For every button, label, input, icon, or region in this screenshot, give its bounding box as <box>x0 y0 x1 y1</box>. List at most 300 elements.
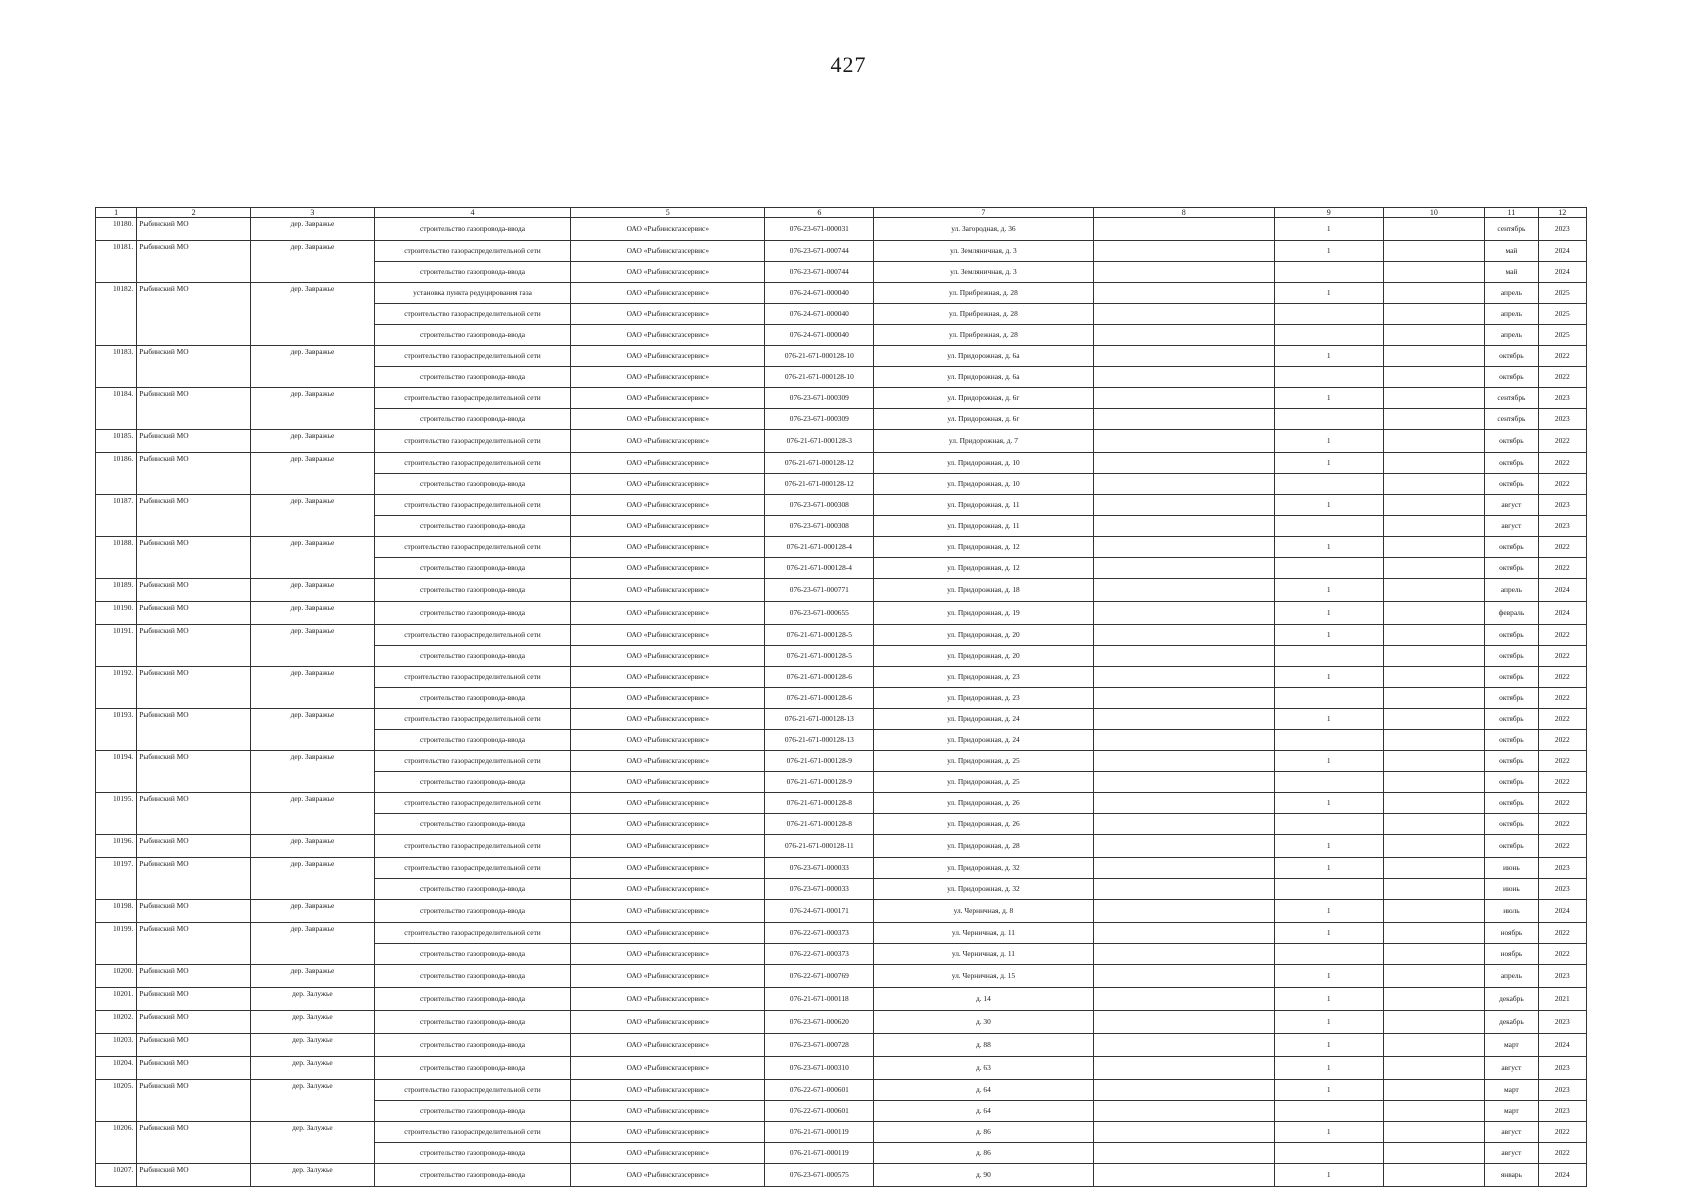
municipality-cell: Рыбинский МО <box>137 667 251 709</box>
column-10-cell <box>1383 879 1485 900</box>
work-type-cell: строительство газопровода-ввода <box>374 1101 570 1122</box>
column-number: 7 <box>874 208 1093 218</box>
address-cell: ул. Прибрежная, д. 28 <box>874 304 1093 325</box>
column-8-cell <box>1093 688 1274 709</box>
column-10-cell <box>1383 430 1485 453</box>
record-number: 10195. <box>96 793 137 835</box>
column-8-cell <box>1093 346 1274 367</box>
year-cell: 2022 <box>1538 430 1586 453</box>
column-10-cell <box>1383 218 1485 241</box>
column-8-cell <box>1093 325 1274 346</box>
address-cell: ул. Придорожная, д. 10 <box>874 453 1093 474</box>
year-cell: 2023 <box>1538 1057 1586 1080</box>
column-8-cell <box>1093 537 1274 558</box>
work-type-cell: строительство газораспределительной сети <box>374 241 570 262</box>
settlement-cell: дер. Завражье <box>251 537 375 579</box>
month-cell: декабрь <box>1485 988 1538 1011</box>
address-cell: ул. Придорожная, д. 26 <box>874 814 1093 835</box>
organization-cell: ОАО «Рыбинскгазсервис» <box>571 667 765 688</box>
work-type-cell: строительство газопровода-ввода <box>374 325 570 346</box>
contract-code-cell: 076-24-671-000040 <box>765 325 874 346</box>
municipality-cell: Рыбинский МО <box>137 1080 251 1122</box>
work-type-cell: строительство газопровода-ввода <box>374 218 570 241</box>
column-8-cell <box>1093 646 1274 667</box>
record-number: 10194. <box>96 751 137 793</box>
contract-code-cell: 076-23-671-000310 <box>765 1057 874 1080</box>
address-cell: ул. Придорожная, д. 11 <box>874 495 1093 516</box>
record-number: 10192. <box>96 667 137 709</box>
quantity-cell <box>1274 772 1383 793</box>
column-10-cell <box>1383 814 1485 835</box>
settlement-cell: дер. Завражье <box>251 793 375 835</box>
settlement-cell: дер. Завражье <box>251 602 375 625</box>
quantity-cell <box>1274 558 1383 579</box>
column-number: 3 <box>251 208 375 218</box>
month-cell: август <box>1485 1122 1538 1143</box>
settlement-cell: дер. Залужье <box>251 1164 375 1187</box>
column-10-cell <box>1383 283 1485 304</box>
address-cell: ул. Черничная, д. 8 <box>874 900 1093 923</box>
contract-code-cell: 076-22-671-000373 <box>765 944 874 965</box>
year-cell: 2022 <box>1538 835 1586 858</box>
month-cell: декабрь <box>1485 1011 1538 1034</box>
contract-code-cell: 076-21-671-000128-4 <box>765 537 874 558</box>
column-8-cell <box>1093 1057 1274 1080</box>
settlement-cell: дер. Завражье <box>251 495 375 537</box>
column-8-cell <box>1093 283 1274 304</box>
month-cell: август <box>1485 1057 1538 1080</box>
gasification-register-table <box>95 207 1587 1187</box>
municipality-cell: Рыбинский МО <box>137 988 251 1011</box>
column-8-cell <box>1093 218 1274 241</box>
address-cell: ул. Загородная, д. 36 <box>874 218 1093 241</box>
column-10-cell <box>1383 988 1485 1011</box>
year-cell: 2022 <box>1538 667 1586 688</box>
table-row <box>96 602 1587 625</box>
month-cell: май <box>1485 262 1538 283</box>
address-cell: ул. Черничная, д. 15 <box>874 965 1093 988</box>
work-type-cell: строительство газопровода-ввода <box>374 558 570 579</box>
record-number: 10188. <box>96 537 137 579</box>
month-cell: октябрь <box>1485 346 1538 367</box>
month-cell: август <box>1485 1143 1538 1164</box>
column-10-cell <box>1383 1122 1485 1143</box>
column-8-cell <box>1093 304 1274 325</box>
contract-code-cell: 076-21-671-000128-13 <box>765 730 874 751</box>
record-number: 10183. <box>96 346 137 388</box>
month-cell: июнь <box>1485 879 1538 900</box>
organization-cell: ОАО «Рыбинскгазсервис» <box>571 900 765 923</box>
address-cell: д. 64 <box>874 1080 1093 1101</box>
month-cell: октябрь <box>1485 751 1538 772</box>
year-cell: 2024 <box>1538 241 1586 262</box>
contract-code-cell: 076-23-671-000771 <box>765 579 874 602</box>
address-cell: ул. Придорожная, д. 19 <box>874 602 1093 625</box>
organization-cell: ОАО «Рыбинскгазсервис» <box>571 688 765 709</box>
table-row <box>96 430 1587 453</box>
year-cell: 2022 <box>1538 625 1586 646</box>
organization-cell: ОАО «Рыбинскгазсервис» <box>571 474 765 495</box>
table-row <box>96 900 1587 923</box>
work-type-cell: строительство газопровода-ввода <box>374 688 570 709</box>
organization-cell: ОАО «Рыбинскгазсервис» <box>571 751 765 772</box>
work-type-cell: строительство газопровода-ввода <box>374 772 570 793</box>
organization-cell: ОАО «Рыбинскгазсервис» <box>571 346 765 367</box>
organization-cell: ОАО «Рыбинскгазсервис» <box>571 241 765 262</box>
work-type-cell: строительство газопровода-ввода <box>374 1034 570 1057</box>
municipality-cell: Рыбинский МО <box>137 430 251 453</box>
work-type-cell: строительство газопровода-ввода <box>374 1011 570 1034</box>
work-type-cell: строительство газораспределительной сети <box>374 1122 570 1143</box>
contract-code-cell: 076-23-671-000575 <box>765 1164 874 1187</box>
settlement-cell: дер. Залужье <box>251 1057 375 1080</box>
address-cell: ул. Черничная, д. 11 <box>874 944 1093 965</box>
address-cell: ул. Придорожная, д. 6г <box>874 388 1093 409</box>
contract-code-cell: 076-23-671-000031 <box>765 218 874 241</box>
column-8-cell <box>1093 1143 1274 1164</box>
column-number: 12 <box>1538 208 1586 218</box>
quantity-cell: 1 <box>1274 1122 1383 1143</box>
address-cell: ул. Придорожная, д. 12 <box>874 558 1093 579</box>
contract-code-cell: 076-21-671-000128-12 <box>765 474 874 495</box>
column-8-cell <box>1093 558 1274 579</box>
settlement-cell: дер. Завражье <box>251 388 375 430</box>
column-number: 11 <box>1485 208 1538 218</box>
contract-code-cell: 076-21-671-000128-8 <box>765 814 874 835</box>
table-row <box>96 1057 1587 1080</box>
work-type-cell: строительство газораспределительной сети <box>374 1080 570 1101</box>
work-type-cell: строительство газопровода-ввода <box>374 879 570 900</box>
settlement-cell: дер. Завражье <box>251 346 375 388</box>
address-cell: ул. Придорожная, д. 10 <box>874 474 1093 495</box>
column-10-cell <box>1383 923 1485 944</box>
quantity-cell: 1 <box>1274 835 1383 858</box>
quantity-cell: 1 <box>1274 388 1383 409</box>
quantity-cell <box>1274 409 1383 430</box>
column-10-cell <box>1383 793 1485 814</box>
column-8-cell <box>1093 1011 1274 1034</box>
month-cell: апрель <box>1485 283 1538 304</box>
column-8-cell <box>1093 625 1274 646</box>
column-8-cell <box>1093 923 1274 944</box>
address-cell: ул. Придорожная, д. 25 <box>874 751 1093 772</box>
organization-cell: ОАО «Рыбинскгазсервис» <box>571 579 765 602</box>
municipality-cell: Рыбинский МО <box>137 241 251 283</box>
contract-code-cell: 076-21-671-000128-6 <box>765 667 874 688</box>
settlement-cell: дер. Завражье <box>251 667 375 709</box>
month-cell: май <box>1485 241 1538 262</box>
work-type-cell: строительство газопровода-ввода <box>374 579 570 602</box>
contract-code-cell: 076-23-671-000308 <box>765 495 874 516</box>
contract-code-cell: 076-24-671-000040 <box>765 283 874 304</box>
municipality-cell: Рыбинский МО <box>137 900 251 923</box>
settlement-cell: дер. Завражье <box>251 923 375 965</box>
month-cell: июнь <box>1485 858 1538 879</box>
month-cell: октябрь <box>1485 537 1538 558</box>
organization-cell: ОАО «Рыбинскгазсервис» <box>571 646 765 667</box>
settlement-cell: дер. Завражье <box>251 453 375 495</box>
work-type-cell: строительство газораспределительной сети <box>374 793 570 814</box>
column-10-cell <box>1383 646 1485 667</box>
record-number: 10198. <box>96 900 137 923</box>
record-number: 10196. <box>96 835 137 858</box>
contract-code-cell: 076-23-671-000620 <box>765 1011 874 1034</box>
address-cell: д. 86 <box>874 1122 1093 1143</box>
contract-code-cell: 076-21-671-000128-4 <box>765 558 874 579</box>
settlement-cell: дер. Завражье <box>251 241 375 283</box>
organization-cell: ОАО «Рыбинскгазсервис» <box>571 1101 765 1122</box>
month-cell: октябрь <box>1485 453 1538 474</box>
contract-code-cell: 076-21-671-000128-13 <box>765 709 874 730</box>
column-8-cell <box>1093 988 1274 1011</box>
month-cell: октябрь <box>1485 558 1538 579</box>
contract-code-cell: 076-21-671-000128-10 <box>765 367 874 388</box>
year-cell: 2022 <box>1538 646 1586 667</box>
settlement-cell: дер. Залужье <box>251 988 375 1011</box>
month-cell: март <box>1485 1101 1538 1122</box>
organization-cell: ОАО «Рыбинскгазсервис» <box>571 367 765 388</box>
organization-cell: ОАО «Рыбинскгазсервис» <box>571 1011 765 1034</box>
year-cell: 2022 <box>1538 944 1586 965</box>
contract-code-cell: 076-22-671-000601 <box>765 1101 874 1122</box>
column-number: 10 <box>1383 208 1485 218</box>
organization-cell: ОАО «Рыбинскгазсервис» <box>571 325 765 346</box>
month-cell: октябрь <box>1485 367 1538 388</box>
column-10-cell <box>1383 944 1485 965</box>
address-cell: ул. Придорожная, д. 24 <box>874 709 1093 730</box>
municipality-cell: Рыбинский МО <box>137 453 251 495</box>
column-8-cell <box>1093 579 1274 602</box>
column-8-cell <box>1093 516 1274 537</box>
work-type-cell: строительство газораспределительной сети <box>374 751 570 772</box>
table-row <box>96 283 1587 304</box>
quantity-cell: 1 <box>1274 667 1383 688</box>
column-8-cell <box>1093 241 1274 262</box>
year-cell: 2023 <box>1538 858 1586 879</box>
column-10-cell <box>1383 835 1485 858</box>
address-cell: ул. Придорожная, д. 26 <box>874 793 1093 814</box>
month-cell: ноябрь <box>1485 923 1538 944</box>
contract-code-cell: 076-22-671-000373 <box>765 923 874 944</box>
column-10-cell <box>1383 730 1485 751</box>
organization-cell: ОАО «Рыбинскгазсервис» <box>571 858 765 879</box>
quantity-cell <box>1274 516 1383 537</box>
municipality-cell: Рыбинский МО <box>137 1034 251 1057</box>
work-type-cell: строительство газопровода-ввода <box>374 602 570 625</box>
address-cell: д. 14 <box>874 988 1093 1011</box>
year-cell: 2022 <box>1538 537 1586 558</box>
column-8-cell <box>1093 858 1274 879</box>
column-10-cell <box>1383 241 1485 262</box>
address-cell: ул. Земляничная, д. 3 <box>874 262 1093 283</box>
municipality-cell: Рыбинский МО <box>137 858 251 900</box>
settlement-cell: дер. Завражье <box>251 858 375 900</box>
year-cell: 2023 <box>1538 965 1586 988</box>
contract-code-cell: 076-23-671-000309 <box>765 409 874 430</box>
work-type-cell: строительство газопровода-ввода <box>374 965 570 988</box>
organization-cell: ОАО «Рыбинскгазсервис» <box>571 304 765 325</box>
address-cell: ул. Придорожная, д. 18 <box>874 579 1093 602</box>
contract-code-cell: 076-23-671-000033 <box>765 879 874 900</box>
address-cell: ул. Придорожная, д. 20 <box>874 646 1093 667</box>
organization-cell: ОАО «Рыбинскгазсервис» <box>571 516 765 537</box>
organization-cell: ОАО «Рыбинскгазсервис» <box>571 388 765 409</box>
address-cell: ул. Придорожная, д. 25 <box>874 772 1093 793</box>
month-cell: март <box>1485 1080 1538 1101</box>
record-number: 10181. <box>96 241 137 283</box>
settlement-cell: дер. Завражье <box>251 709 375 751</box>
address-cell: д. 90 <box>874 1164 1093 1187</box>
column-number: 8 <box>1093 208 1274 218</box>
municipality-cell: Рыбинский МО <box>137 388 251 430</box>
quantity-cell <box>1274 474 1383 495</box>
table-row <box>96 965 1587 988</box>
column-10-cell <box>1383 579 1485 602</box>
quantity-cell: 1 <box>1274 1057 1383 1080</box>
year-cell: 2023 <box>1538 879 1586 900</box>
month-cell: сентябрь <box>1485 409 1538 430</box>
organization-cell: ОАО «Рыбинскгазсервис» <box>571 1164 765 1187</box>
column-8-cell <box>1093 879 1274 900</box>
year-cell: 2022 <box>1538 688 1586 709</box>
quantity-cell: 1 <box>1274 793 1383 814</box>
organization-cell: ОАО «Рыбинскгазсервис» <box>571 814 765 835</box>
month-cell: февраль <box>1485 602 1538 625</box>
organization-cell: ОАО «Рыбинскгазсервис» <box>571 835 765 858</box>
quantity-cell: 1 <box>1274 709 1383 730</box>
table-row <box>96 241 1587 262</box>
municipality-cell: Рыбинский МО <box>137 835 251 858</box>
organization-cell: ОАО «Рыбинскгазсервис» <box>571 602 765 625</box>
year-cell: 2024 <box>1538 579 1586 602</box>
record-number: 10199. <box>96 923 137 965</box>
column-8-cell <box>1093 388 1274 409</box>
table-row <box>96 835 1587 858</box>
month-cell: апрель <box>1485 325 1538 346</box>
column-8-cell <box>1093 835 1274 858</box>
year-cell: 2025 <box>1538 304 1586 325</box>
table-row <box>96 667 1587 688</box>
contract-code-cell: 076-21-671-000128-9 <box>765 751 874 772</box>
organization-cell: ОАО «Рыбинскгазсервис» <box>571 1080 765 1101</box>
municipality-cell: Рыбинский МО <box>137 602 251 625</box>
work-type-cell: строительство газопровода-ввода <box>374 814 570 835</box>
municipality-cell: Рыбинский МО <box>137 793 251 835</box>
month-cell: октябрь <box>1485 814 1538 835</box>
quantity-cell: 1 <box>1274 858 1383 879</box>
contract-code-cell: 076-21-671-000128-3 <box>765 430 874 453</box>
contract-code-cell: 076-21-671-000128-11 <box>765 835 874 858</box>
table-row <box>96 858 1587 879</box>
year-cell: 2022 <box>1538 923 1586 944</box>
record-number: 10205. <box>96 1080 137 1122</box>
column-number: 4 <box>374 208 570 218</box>
address-cell: ул. Придорожная, д. 23 <box>874 667 1093 688</box>
municipality-cell: Рыбинский МО <box>137 1057 251 1080</box>
record-number: 10189. <box>96 579 137 602</box>
column-8-cell <box>1093 965 1274 988</box>
month-cell: октябрь <box>1485 709 1538 730</box>
municipality-cell: Рыбинский МО <box>137 625 251 667</box>
settlement-cell: дер. Завражье <box>251 579 375 602</box>
column-8-cell <box>1093 262 1274 283</box>
work-type-cell: строительство газораспределительной сети <box>374 453 570 474</box>
month-cell: октябрь <box>1485 430 1538 453</box>
year-cell: 2022 <box>1538 814 1586 835</box>
column-10-cell <box>1383 346 1485 367</box>
year-cell: 2024 <box>1538 602 1586 625</box>
month-cell: октябрь <box>1485 793 1538 814</box>
work-type-cell: строительство газопровода-ввода <box>374 367 570 388</box>
column-8-cell <box>1093 667 1274 688</box>
column-10-cell <box>1383 1057 1485 1080</box>
contract-code-cell: 076-22-671-000769 <box>765 965 874 988</box>
table-row <box>96 1122 1587 1143</box>
municipality-cell: Рыбинский МО <box>137 283 251 346</box>
column-10-cell <box>1383 1034 1485 1057</box>
month-cell: январь <box>1485 1164 1538 1187</box>
quantity-cell: 1 <box>1274 965 1383 988</box>
table-row <box>96 923 1587 944</box>
quantity-cell: 1 <box>1274 1011 1383 1034</box>
year-cell: 2022 <box>1538 709 1586 730</box>
quantity-cell: 1 <box>1274 1034 1383 1057</box>
year-cell: 2023 <box>1538 1011 1586 1034</box>
contract-code-cell: 076-23-671-000033 <box>765 858 874 879</box>
address-cell: ул. Придорожная, д. 6а <box>874 367 1093 388</box>
year-cell: 2023 <box>1538 218 1586 241</box>
contract-code-cell: 076-23-671-000309 <box>765 388 874 409</box>
work-type-cell: строительство газопровода-ввода <box>374 1164 570 1187</box>
quantity-cell: 1 <box>1274 579 1383 602</box>
record-number: 10206. <box>96 1122 137 1164</box>
year-cell: 2022 <box>1538 772 1586 793</box>
column-10-cell <box>1383 900 1485 923</box>
organization-cell: ОАО «Рыбинскгазсервис» <box>571 1143 765 1164</box>
year-cell: 2022 <box>1538 453 1586 474</box>
quantity-cell <box>1274 1101 1383 1122</box>
month-cell: октябрь <box>1485 730 1538 751</box>
month-cell: октябрь <box>1485 688 1538 709</box>
contract-code-cell: 076-24-671-000040 <box>765 304 874 325</box>
column-10-cell <box>1383 1011 1485 1034</box>
organization-cell: ОАО «Рыбинскгазсервис» <box>571 944 765 965</box>
column-8-cell <box>1093 602 1274 625</box>
contract-code-cell: 076-23-671-000744 <box>765 262 874 283</box>
quantity-cell: 1 <box>1274 602 1383 625</box>
organization-cell: ОАО «Рыбинскгазсервис» <box>571 1057 765 1080</box>
organization-cell: ОАО «Рыбинскгазсервис» <box>571 218 765 241</box>
table-row <box>96 1011 1587 1034</box>
month-cell: апрель <box>1485 579 1538 602</box>
table-row <box>96 346 1587 367</box>
quantity-cell: 1 <box>1274 1080 1383 1101</box>
column-10-cell <box>1383 304 1485 325</box>
quantity-cell <box>1274 814 1383 835</box>
year-cell: 2023 <box>1538 1101 1586 1122</box>
column-8-cell <box>1093 793 1274 814</box>
address-cell: ул. Придорожная, д. 32 <box>874 858 1093 879</box>
column-8-cell <box>1093 409 1274 430</box>
contract-code-cell: 076-21-671-000128-12 <box>765 453 874 474</box>
month-cell: сентябрь <box>1485 388 1538 409</box>
record-number: 10184. <box>96 388 137 430</box>
year-cell: 2023 <box>1538 1080 1586 1101</box>
table-row <box>96 625 1587 646</box>
record-number: 10191. <box>96 625 137 667</box>
address-cell: ул. Придорожная, д. 7 <box>874 430 1093 453</box>
settlement-cell: дер. Завражье <box>251 218 375 241</box>
